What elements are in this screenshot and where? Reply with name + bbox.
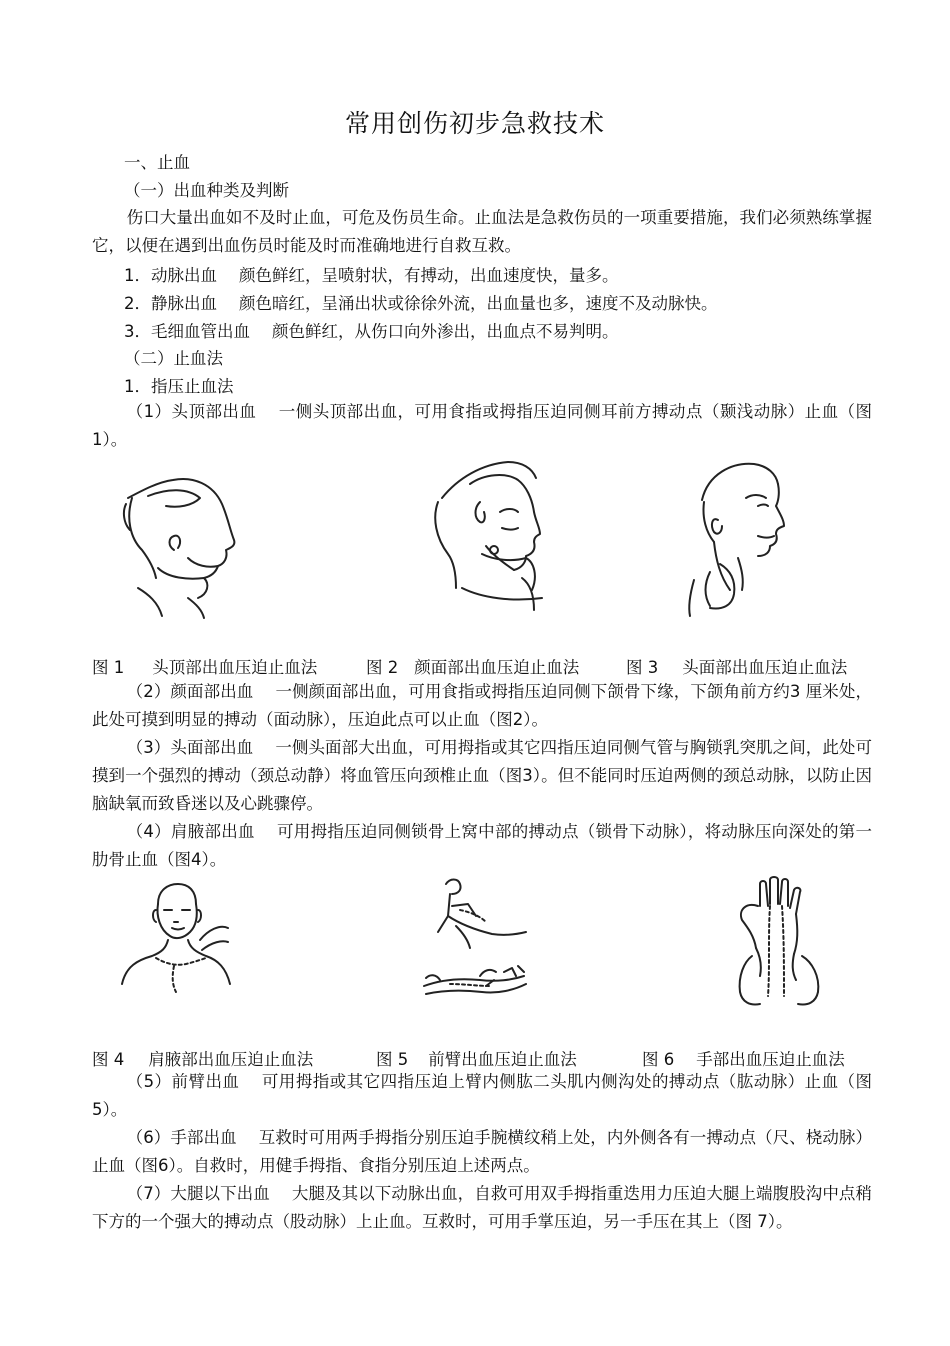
head-neck-bleeding-text: 一侧头面部大出血，可用拇指或其它四指压迫同侧气管与胸锁乳突肌之间，此处可摸到一个强烈的搏动（颈总动静）将血管压向颈椎止血（图3）。但不能同时压迫两侧的颈总动脉，以防止因脑缺氧而致昏迷以及心跳骤停。: [92, 738, 872, 813]
figure-3-number: 图 3: [626, 658, 659, 677]
neck-press-illustration: [680, 460, 800, 618]
face-bleeding-label: （2）颜面部出血: [126, 682, 254, 701]
scalp-bleeding-text: 一侧头顶部出血，可用食指或拇指压迫同侧耳前方搏动点（颞浅动脉）止血（图 1）。: [92, 402, 873, 449]
type-arterial-name: 1．动脉出血: [124, 266, 217, 285]
thigh-bleeding-label: （7）大腿以下出血: [126, 1184, 270, 1203]
heading-methods: （二）止血法: [124, 349, 223, 368]
type-venous-desc: 颜色暗红，呈涌出状或徐徐外流，出血量也多，速度不及动脉快。: [239, 294, 718, 313]
heading-hemostasis: 一、止血: [124, 153, 190, 172]
paragraph-head-neck-bleeding: [92, 734, 872, 818]
shoulder-bleeding-label: （4）肩腋部出血: [126, 822, 255, 841]
caption-figure-1: [92, 654, 317, 678]
shoulder-bleeding-text: 可用拇指压迫同侧锁骨上窝中部的搏动点（锁骨下动脉），将动脉压向深处的第一肋骨止血（图4）。: [92, 822, 872, 869]
paragraph-hand-bleeding: [92, 1124, 872, 1180]
paragraph-shoulder-bleeding: [92, 818, 872, 874]
figure-6-title: 手部出血压迫止血法: [696, 1050, 845, 1069]
figure-5-title: 前臂出血压迫止血法: [428, 1050, 577, 1069]
intro-paragraph: 伤口大量出血如不及时止血，可危及伤员生命。止血法是急救伤员的一项重要措施，我们必须熟练掌握它，以便在遇到出血伤员时能及时而准确地进行自救互救。: [92, 208, 872, 255]
figure-5-number: 图 5: [376, 1050, 409, 1069]
head-press-illustration: [118, 468, 258, 620]
hand-press-illustration: [730, 876, 830, 1010]
figure-1-title: 头顶部出血压迫止血法: [152, 658, 318, 677]
figure-1-number: 图 1: [92, 658, 125, 677]
thigh-bleeding-text: 大腿及其以下动脉出血，自救可用双手拇指重迭用力压迫大腿上端腹股沟中点稍下方的一个强大的搏动点（股动脉）上止血。互救时，可用手掌压迫，另一手压在其上（图 7）。: [92, 1184, 873, 1231]
figure-3-title: 头面部出血压迫止血法: [682, 658, 848, 677]
type-capillary: [124, 322, 619, 342]
caption-figure-6: [642, 1046, 845, 1070]
type-capillary-name: 3．毛细血管出血: [124, 322, 250, 341]
caption-figure-4: [92, 1046, 313, 1070]
scalp-bleeding-label: （1）头顶部出血: [126, 402, 257, 421]
type-capillary-desc: 颜色鲜红，从伤口向外渗出，出血点不易判明。: [272, 322, 619, 341]
face-bleeding-text: 一侧颜面部出血，可用食指或拇指压迫同侧下颌骨下缘，下颌角前方约3 厘米处，此处可摸到明显的搏动（面动脉），压迫此点可以止血（图2）。: [92, 682, 872, 729]
paragraph-scalp-bleeding: [92, 398, 872, 454]
caption-figure-5: [376, 1046, 577, 1070]
hand-bleeding-text: 互救时可用两手拇指分别压迫手腕横纹稍上处，内外侧各有一搏动点（尺、桡动脉）止血（图6）。自救时，用健手拇指、食指分别压迫上述两点。: [92, 1128, 873, 1175]
figure-4-title: 肩腋部出血压迫止血法: [148, 1050, 314, 1069]
figure-2-number: 图 2: [366, 658, 399, 677]
figure-2-title: 颜面部出血压迫止血法: [414, 658, 580, 677]
heading-bleeding-types: （一）出血种类及判断: [124, 181, 289, 200]
hand-bleeding-label: （6）手部出血: [126, 1128, 237, 1147]
figure-4-number: 图 4: [92, 1050, 125, 1069]
type-arterial-desc: 颜色鲜红，呈喷射状，有搏动，出血速度快，量多。: [239, 266, 619, 285]
figure-6-number: 图 6: [642, 1050, 675, 1069]
type-venous: [124, 294, 718, 314]
type-venous-name: 2．静脉出血: [124, 294, 217, 313]
heading-finger-pressure: 1．指压止血法: [124, 377, 234, 396]
paragraph-face-bleeding: [92, 678, 872, 734]
type-arterial: [124, 266, 619, 286]
forearm-bleeding-label: （5）前臂出血: [126, 1072, 240, 1091]
forearm-press-illustration: [420, 876, 540, 1004]
caption-figure-3: [626, 654, 847, 678]
head-neck-bleeding-label: （3）头面部出血: [126, 738, 254, 757]
caption-figure-2: [366, 654, 579, 678]
document-title: 常用创伤初步急救技术: [344, 109, 605, 138]
forearm-bleeding-text: 可用拇指或其它四指压迫上臂内侧肱二头肌内侧沟处的搏动点（肱动脉）止血（图 5）。: [92, 1072, 873, 1119]
paragraph-forearm-bleeding: [92, 1068, 872, 1124]
face-press-illustration: [422, 458, 572, 614]
paragraph-thigh-bleeding: [92, 1180, 872, 1236]
shoulder-press-illustration: [116, 880, 236, 1010]
